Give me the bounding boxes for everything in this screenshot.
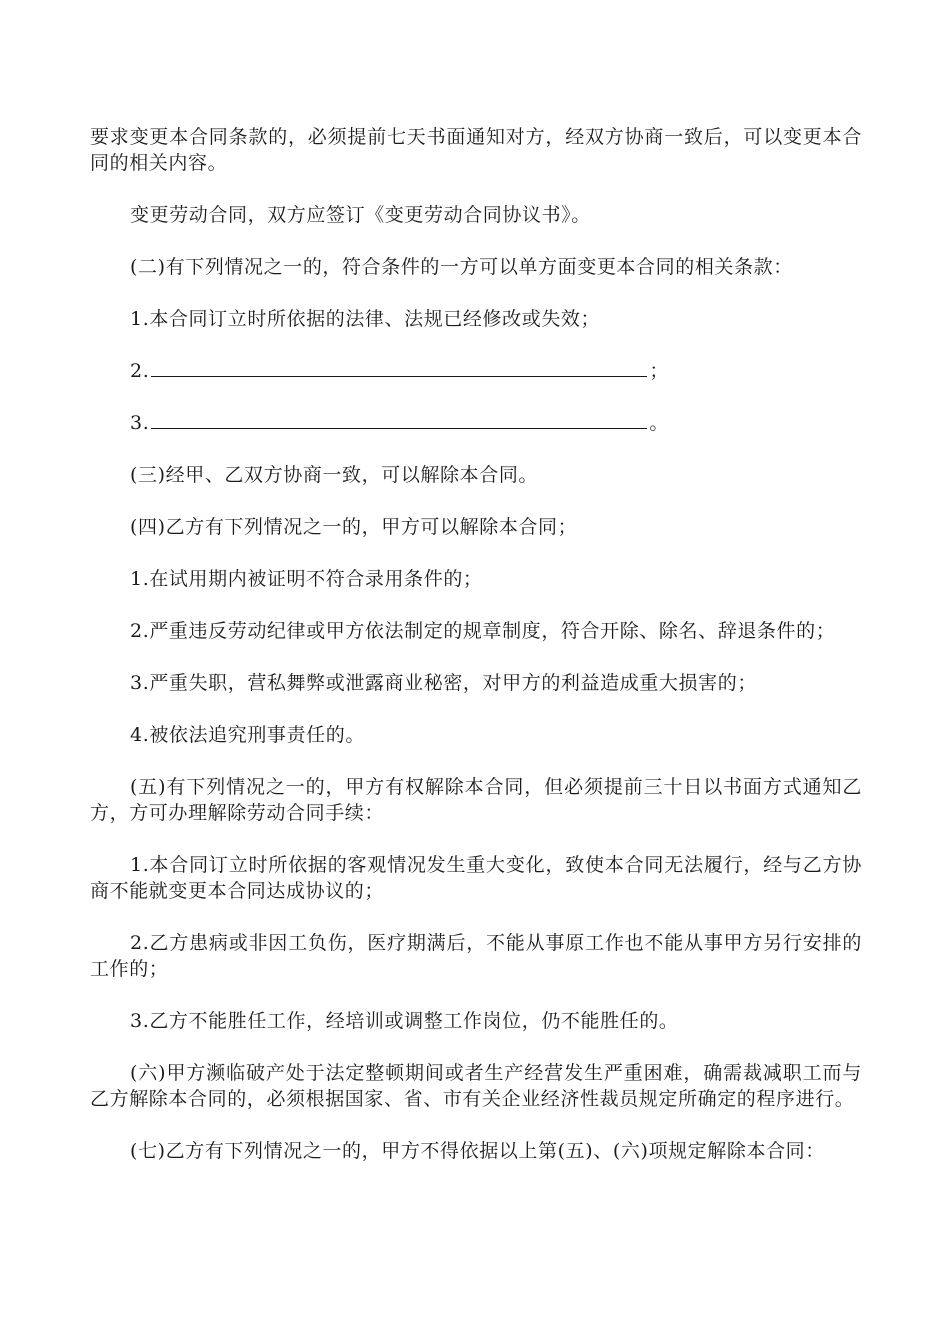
paragraph-section-4: (四)乙方有下列情况之一的，甲方可以解除本合同； — [130, 516, 578, 538]
paragraph-change-terms: 要求变更本合同条款的，必须提前七天书面通知对方，经双方协商一致后，可以变更本合同的相关内容。 — [90, 126, 862, 174]
paragraph-section-6: (六)甲方濒临破产处于法定整顿期间或者生产经营发生严重困难，确需裁减职工而与乙方解除本合同的，必须根据国家、省、市有关企业经济性裁员规定所确定的程序进行。 — [90, 1062, 862, 1110]
blank-item-suffix: 。 — [649, 412, 669, 434]
fill-in-blank-line — [151, 358, 647, 377]
blank-item-prefix: 2. — [130, 360, 150, 382]
list-item-5-1: 1.本合同订立时所依据的客观情况发生重大变化，致使本合同无法履行，经与乙方协商不能就变更本合同达成协议的； — [90, 854, 862, 902]
paragraph-section-7: (七)乙方有下列情况之一的，甲方不得依据以上第(五)、(六)项规定解除本合同： — [130, 1140, 825, 1162]
list-item-2-3-blank — [90, 410, 862, 436]
paragraph-section-5: (五)有下列情况之一的，甲方有权解除本合同，但必须提前三十日以书面方式通知乙方，方可办理解除劳动合同手续： — [90, 776, 862, 824]
blank-item-suffix: ； — [649, 360, 669, 382]
list-item-5-2: 2.乙方患病或非因工负伤，医疗期满后，不能从事原工作也不能从事甲方另行安排的工作的； — [90, 932, 862, 980]
blank-item-prefix: 3. — [130, 412, 150, 434]
paragraph-section-2: (二)有下列情况之一的，符合条件的一方可以单方面变更本合同的相关条款： — [130, 256, 793, 278]
fill-in-blank-line — [151, 410, 647, 429]
list-item-4-2: 2.严重违反劳动纪律或甲方依法制定的规章制度，符合开除、除名、辞退条件的； — [130, 620, 836, 642]
list-item-5-3: 3.乙方不能胜任工作，经培训或调整工作岗位，仍不能胜任的。 — [130, 1010, 679, 1032]
list-item-2-2-blank — [90, 358, 862, 384]
paragraph-change-agreement: 变更劳动合同，双方应签订《变更劳动合同协议书》。 — [130, 204, 591, 226]
document-page — [90, 124, 862, 1190]
list-item-4-3: 3.严重失职，营私舞弊或泄露商业秘密，对甲方的利益造成重大损害的； — [130, 672, 757, 694]
list-item-4-1: 1.在试用期内被证明不符合录用条件的； — [130, 568, 483, 590]
paragraph-section-3: (三)经甲、乙双方协商一致，可以解除本合同。 — [130, 464, 539, 486]
list-item-4-4: 4.被依法追究刑事责任的。 — [130, 724, 365, 746]
list-item-2-1: 1.本合同订立时所依据的法律、法规已经修改或失效； — [130, 308, 601, 330]
